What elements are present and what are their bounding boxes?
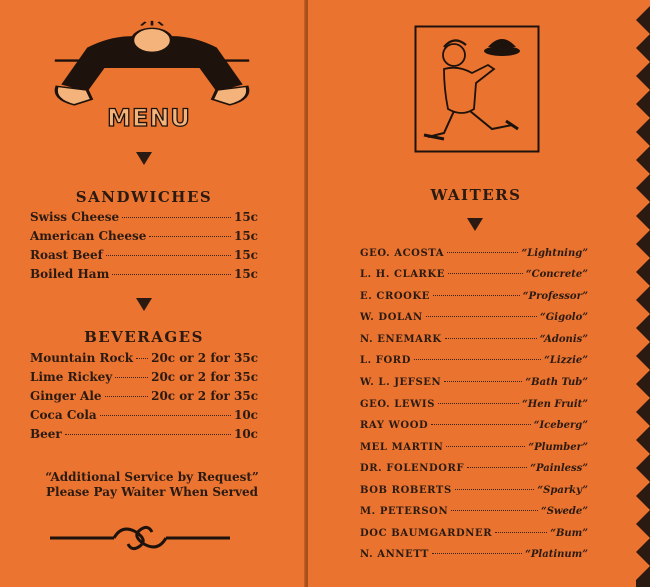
waiter-nickname: “Lizzie” (544, 355, 588, 366)
waiter-nickname: “Swede” (540, 506, 588, 517)
waiter-name: GEO. ACOSTA (360, 248, 445, 259)
waiter-carrying-tray-icon (414, 25, 540, 153)
waiter-row (360, 506, 588, 522)
waiter-nickname: “Iceberg” (533, 420, 588, 431)
waiter-nickname: “Gigolo” (540, 312, 588, 323)
item-price: 15c (233, 267, 258, 281)
dotted-leader (467, 467, 527, 468)
dotted-leader (136, 358, 148, 359)
waiter-nickname: “Bum” (550, 528, 588, 539)
waiter-nickname: “Adonis” (539, 334, 588, 345)
item-name: Ginger Ale (30, 389, 102, 403)
menu-item-row (30, 248, 258, 266)
waiter-row (360, 291, 588, 307)
waiter-row (360, 248, 588, 264)
menu-item-row (30, 427, 258, 445)
waiter-nickname: “Platinum” (525, 549, 588, 560)
service-notice (20, 470, 284, 500)
item-name: Mountain Rock (30, 351, 134, 365)
menu-item-row (30, 229, 258, 247)
waiter-nickname: “Bath Tub” (525, 377, 588, 388)
dotted-leader (451, 510, 538, 511)
item-price: 10c (233, 427, 258, 441)
dotted-leader (446, 446, 525, 447)
waiter-row (360, 355, 588, 371)
item-name: Boiled Ham (30, 267, 110, 281)
dotted-leader (115, 377, 148, 378)
dotted-leader (448, 273, 523, 274)
menu-item-row (30, 408, 258, 426)
waiter-name: N. ENEMARK (360, 334, 442, 345)
notice-line-2: Please Pay Waiter When Served (46, 485, 258, 499)
item-price: 20c or 2 for 35c (151, 370, 258, 384)
item-price: 15c (233, 210, 258, 224)
waiter-name: DR. FOLENDORF (360, 463, 465, 474)
dotted-leader (431, 424, 530, 425)
item-price: 15c (233, 248, 258, 262)
menu-item-row (30, 351, 258, 369)
item-price: 20c or 2 for 35c (151, 351, 258, 365)
waiter-row (360, 485, 588, 501)
menu-item-row (30, 370, 258, 388)
waiter-nickname: “Plumber” (528, 442, 588, 453)
beverages-heading: BEVERAGES (84, 328, 204, 346)
dotted-leader (433, 295, 520, 296)
dotted-leader (414, 359, 541, 360)
waiter-nickname: “Sparky” (537, 485, 588, 496)
waiter-row (360, 463, 588, 479)
waiter-name: GEO. LEWIS (360, 399, 436, 410)
item-name: Lime Rickey (30, 370, 113, 384)
waiter-row (360, 334, 588, 350)
waiter-name: E. CROOKE (360, 291, 430, 302)
dotted-leader (100, 415, 231, 416)
dotted-leader (105, 396, 149, 397)
zigzag-edge-icon (636, 0, 650, 587)
menu-title: MENU (107, 104, 191, 132)
dotted-leader (438, 403, 519, 404)
menu-item-row (30, 267, 258, 285)
waiter-row (360, 312, 588, 328)
item-price: 20c or 2 for 35c (151, 389, 258, 403)
triangle-down-icon (467, 218, 483, 231)
waiter-row (360, 269, 588, 285)
item-name: Swiss Cheese (30, 210, 120, 224)
waiters-heading: WAITERS (430, 186, 522, 204)
dotted-leader (455, 489, 535, 490)
waiter-name: DOC BAUMGARDNER (360, 528, 493, 539)
waiter-name: RAY WOOD (360, 420, 429, 431)
triangle-down-icon (136, 298, 152, 311)
dotted-leader (447, 252, 518, 253)
waiter-row (360, 549, 588, 565)
waiter-nickname: “Lightning” (521, 248, 588, 259)
menu-item-row (30, 210, 258, 228)
dotted-leader (112, 274, 231, 275)
waiter-row (360, 420, 588, 436)
item-name: Roast Beef (30, 248, 103, 262)
waiter-nickname: “Concrete” (525, 269, 588, 280)
waiter-row (360, 377, 588, 393)
dotted-leader (426, 316, 537, 317)
waiter-name: MEL MARTIN (360, 442, 444, 453)
waiter-name: W. DOLAN (360, 312, 423, 323)
menu-item-row (30, 389, 258, 407)
item-price: 15c (233, 229, 258, 243)
waiter-nickname: “Professor” (522, 291, 588, 302)
dotted-leader (65, 434, 231, 435)
waiter-row (360, 442, 588, 458)
waiter-name: M. PETERSON (360, 506, 449, 517)
waiter-nickname: “Hen Fruit” (522, 399, 588, 410)
dotted-leader (445, 338, 537, 339)
item-name: Coca Cola (30, 408, 97, 422)
sandwiches-heading: SANDWICHES (75, 188, 213, 206)
dotted-leader (122, 217, 231, 218)
item-name: American Cheese (30, 229, 147, 243)
dotted-leader (444, 381, 522, 382)
dotted-leader (149, 236, 231, 237)
waiter-name: L. H. CLARKE (360, 269, 445, 280)
item-name: Beer (30, 427, 62, 441)
waiter-row (360, 528, 588, 544)
triangle-down-icon (136, 152, 152, 165)
waiter-name: W. L. JEFSEN (360, 377, 442, 388)
waiter-name: N. ANNETT (360, 549, 430, 560)
dotted-leader (106, 255, 231, 256)
item-price: 10c (233, 408, 258, 422)
dotted-leader (432, 553, 522, 554)
dotted-leader (495, 532, 547, 533)
waiter-name: L. FORD (360, 355, 411, 366)
waiter-row (360, 399, 588, 415)
left-page (0, 0, 306, 587)
notice-line-1: “Additional Service by Request” (45, 470, 259, 484)
swirl-ornament-icon (48, 522, 232, 554)
waiter-name: BOB ROBERTS (360, 485, 452, 496)
waiter-nickname: “Painless” (530, 463, 588, 474)
